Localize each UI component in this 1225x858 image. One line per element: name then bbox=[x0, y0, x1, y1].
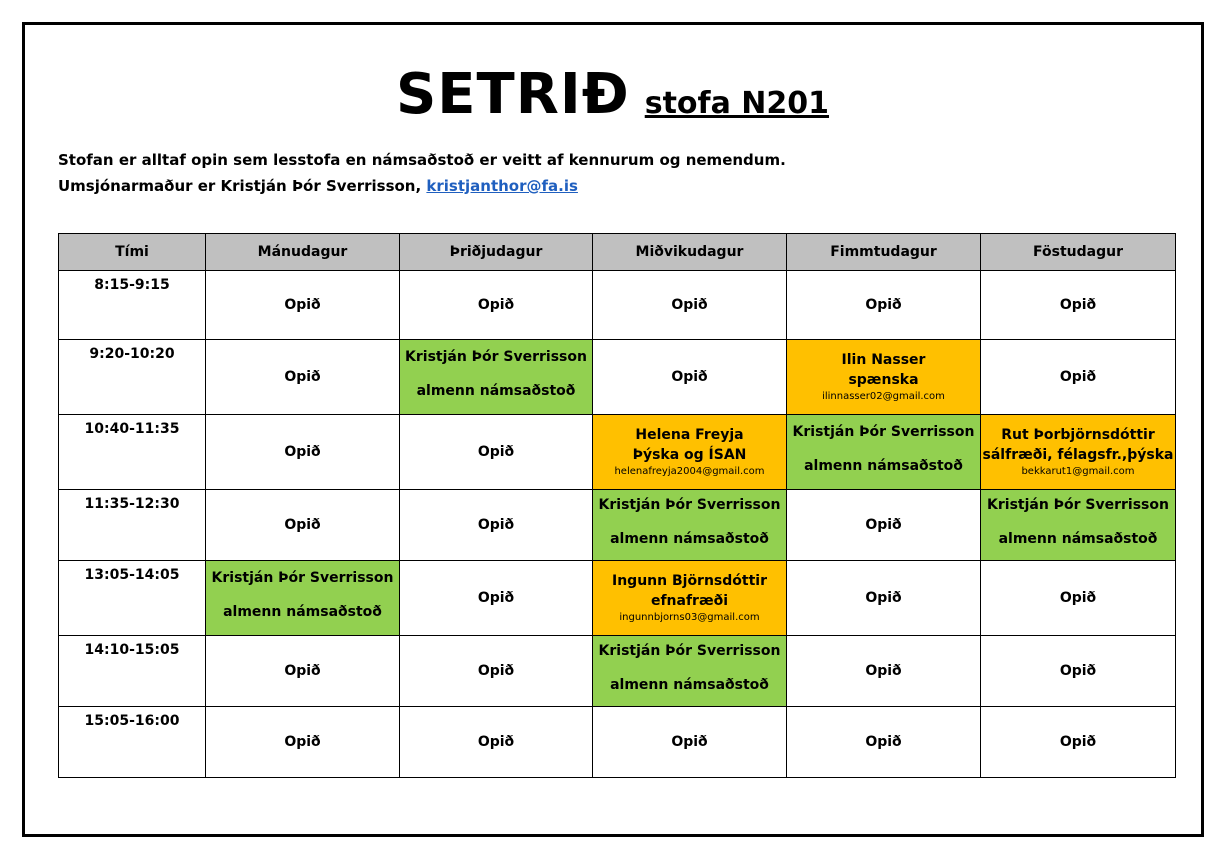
status-open: Opið bbox=[284, 663, 321, 679]
cell-friday bbox=[981, 561, 1176, 636]
cell-friday bbox=[981, 271, 1176, 340]
status-open: Opið bbox=[671, 369, 708, 385]
subject: almenn námsaðstoð bbox=[223, 604, 382, 620]
col-header-wednesday: Miðvikudagur bbox=[593, 234, 787, 271]
subject: efnafræði bbox=[650, 593, 729, 609]
cell-wednesday bbox=[593, 636, 787, 707]
time-slot: 8:15-9:15 bbox=[59, 271, 206, 340]
page-title bbox=[0, 62, 1225, 127]
cell-wednesday bbox=[593, 415, 787, 490]
col-header-tuesday: Þriðjudagur bbox=[400, 234, 593, 271]
cell-tuesday bbox=[400, 561, 593, 636]
status-open: Opið bbox=[1059, 734, 1097, 750]
cell-tuesday bbox=[400, 490, 593, 561]
table-row bbox=[59, 340, 1176, 415]
tutor-name: Kristján Þór Sverrisson bbox=[598, 643, 781, 659]
tutor-name: Helena Freyja bbox=[635, 427, 744, 443]
status-open: Opið bbox=[284, 734, 321, 750]
status-open: Opið bbox=[284, 517, 321, 533]
cell-wednesday bbox=[593, 271, 787, 340]
subject: almenn námsaðstoð bbox=[804, 458, 963, 474]
col-header-thursday: Fimmtudagur bbox=[787, 234, 981, 271]
tutor-name: Kristján Þór Sverrisson bbox=[792, 424, 975, 440]
time-slot: 10:40-11:35 bbox=[59, 415, 206, 490]
status-open: Opið bbox=[1059, 663, 1097, 679]
contact-email-link[interactable]: kristjanthor@fa.is bbox=[426, 177, 578, 195]
time-slot: 15:05-16:00 bbox=[59, 707, 206, 778]
time-slot: 11:35-12:30 bbox=[59, 490, 206, 561]
tutor-name: Kristján Þór Sverrisson bbox=[598, 497, 781, 513]
tutor-email: ilinnasser02@gmail.com bbox=[822, 391, 945, 402]
subject: sálfræði, félagsfr.,þýska bbox=[982, 447, 1174, 463]
cell-friday bbox=[981, 636, 1176, 707]
header-row bbox=[59, 234, 1176, 271]
tutor-name: Kristján Þór Sverrisson bbox=[987, 497, 1169, 513]
status-open: Opið bbox=[284, 444, 321, 460]
intro-line-2-prefix: Umsjónarmaður er Kristján Þór Sverrisson, bbox=[58, 177, 427, 195]
intro-line-2 bbox=[58, 173, 786, 199]
table-row bbox=[59, 636, 1176, 707]
table-row bbox=[59, 490, 1176, 561]
time-slot: 14:10-15:05 bbox=[59, 636, 206, 707]
status-open: Opið bbox=[477, 297, 515, 313]
tutor-name: Kristján Þór Sverrisson bbox=[211, 570, 394, 586]
cell-wednesday bbox=[593, 561, 787, 636]
title-main: SETRIÐ bbox=[395, 62, 630, 127]
cell-thursday bbox=[787, 561, 981, 636]
cell-thursday bbox=[787, 340, 981, 415]
cell-monday bbox=[206, 415, 400, 490]
status-open: Opið bbox=[865, 590, 902, 606]
cell-friday bbox=[981, 707, 1176, 778]
cell-thursday bbox=[787, 636, 981, 707]
tutor-name: Rut Þorbjörnsdóttir bbox=[1001, 427, 1155, 443]
status-open: Opið bbox=[865, 517, 902, 533]
cell-monday bbox=[206, 271, 400, 340]
cell-wednesday bbox=[593, 490, 787, 561]
table-row bbox=[59, 415, 1176, 490]
col-header-friday: Föstudagur bbox=[981, 234, 1176, 271]
tutor-name: Ingunn Björnsdóttir bbox=[612, 573, 767, 589]
tutor-email: helenafreyja2004@gmail.com bbox=[614, 466, 765, 477]
cell-thursday bbox=[787, 415, 981, 490]
cell-tuesday bbox=[400, 636, 593, 707]
cell-tuesday bbox=[400, 271, 593, 340]
intro-text bbox=[58, 147, 786, 199]
table-row bbox=[59, 707, 1176, 778]
status-open: Opið bbox=[1059, 369, 1097, 385]
cell-thursday bbox=[787, 490, 981, 561]
time-slot: 9:20-10:20 bbox=[59, 340, 206, 415]
tutor-name: Ilin Nasser bbox=[841, 352, 926, 368]
cell-wednesday bbox=[593, 707, 787, 778]
cell-monday bbox=[206, 340, 400, 415]
status-open: Opið bbox=[865, 297, 902, 313]
cell-monday bbox=[206, 707, 400, 778]
subject: spænska bbox=[848, 372, 919, 388]
schedule-table bbox=[58, 233, 1176, 778]
status-open: Opið bbox=[477, 734, 515, 750]
status-open: Opið bbox=[284, 369, 321, 385]
time-slot: 13:05-14:05 bbox=[59, 561, 206, 636]
intro-line-1: Stofan er alltaf opin sem lesstofa en námsaðstoð er veitt af kennurum og nemendum. bbox=[58, 151, 786, 169]
status-open: Opið bbox=[1059, 590, 1097, 606]
table-row bbox=[59, 271, 1176, 340]
status-open: Opið bbox=[477, 517, 515, 533]
status-open: Opið bbox=[671, 297, 708, 313]
cell-thursday bbox=[787, 271, 981, 340]
subject: almenn námsaðstoð bbox=[610, 677, 769, 693]
tutor-email: ingunnbjorns03@gmail.com bbox=[619, 612, 760, 623]
cell-tuesday bbox=[400, 415, 593, 490]
col-header-monday: Mánudagur bbox=[206, 234, 400, 271]
cell-friday bbox=[981, 490, 1176, 561]
status-open: Opið bbox=[477, 663, 515, 679]
title-room: stofa N201 bbox=[644, 86, 830, 121]
cell-friday bbox=[981, 415, 1176, 490]
status-open: Opið bbox=[477, 590, 515, 606]
tutor-name: Kristján Þór Sverrisson bbox=[405, 349, 587, 365]
cell-tuesday bbox=[400, 340, 593, 415]
cell-wednesday bbox=[593, 340, 787, 415]
subject: almenn námsaðstoð bbox=[998, 531, 1158, 547]
subject: Þýska og ÍSAN bbox=[632, 447, 747, 463]
status-open: Opið bbox=[284, 297, 321, 313]
col-header-time: Tími bbox=[59, 234, 206, 271]
status-open: Opið bbox=[671, 734, 708, 750]
subject: almenn námsaðstoð bbox=[416, 383, 576, 399]
cell-monday bbox=[206, 636, 400, 707]
tutor-email: bekkarut1@gmail.com bbox=[1021, 466, 1135, 477]
cell-thursday bbox=[787, 707, 981, 778]
cell-friday bbox=[981, 340, 1176, 415]
cell-monday bbox=[206, 561, 400, 636]
status-open: Opið bbox=[865, 663, 902, 679]
status-open: Opið bbox=[1059, 297, 1097, 313]
cell-monday bbox=[206, 490, 400, 561]
status-open: Opið bbox=[865, 734, 902, 750]
subject: almenn námsaðstoð bbox=[610, 531, 769, 547]
status-open: Opið bbox=[477, 444, 515, 460]
cell-tuesday bbox=[400, 707, 593, 778]
table-row bbox=[59, 561, 1176, 636]
